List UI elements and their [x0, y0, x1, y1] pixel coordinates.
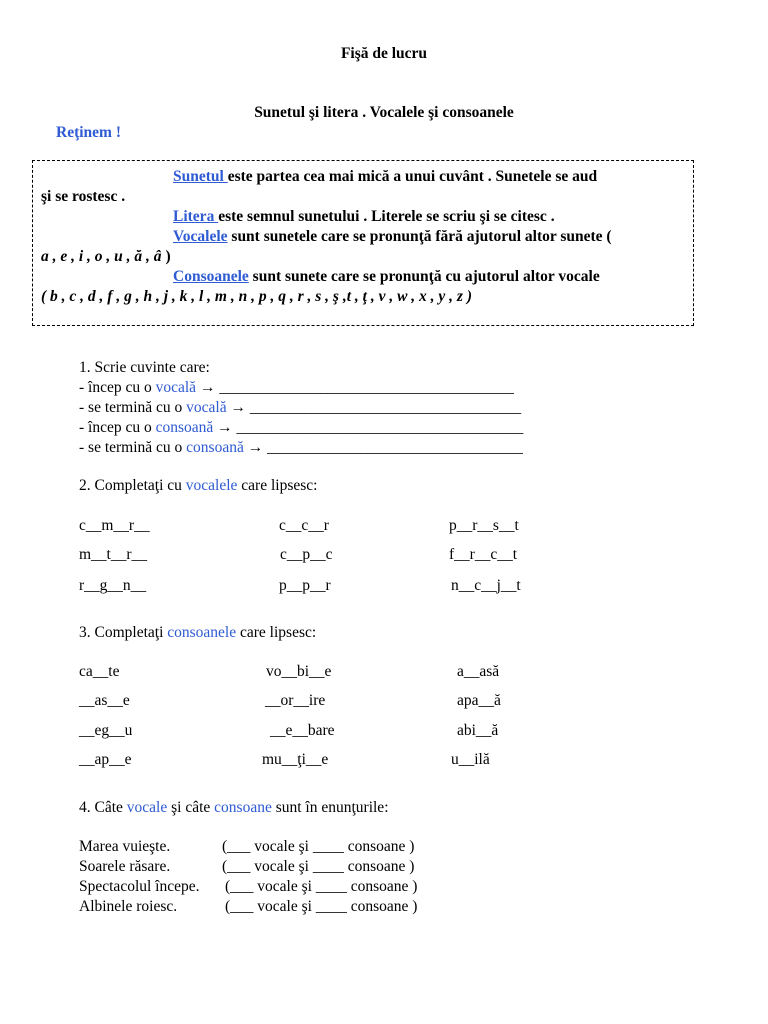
ex3-word[interactable]: __e__bare	[270, 722, 335, 739]
ex3-keyword: consoanele	[167, 624, 237, 641]
vocalele-term: Vocalele	[173, 228, 228, 245]
ex1-item-text: - se termină cu o	[79, 439, 187, 456]
ex1-heading: 1. Scrie cuvinte care:	[79, 359, 210, 376]
ex4-heading-text: 4. Câte	[79, 799, 127, 816]
ex4-answer[interactable]: (___ vocale şi ____ consoane )	[222, 838, 415, 855]
ex3-word[interactable]: a__asă	[457, 663, 500, 680]
vocale-close: )	[161, 248, 171, 265]
ex1-item	[79, 378, 514, 398]
ex3-heading-text: 3. Completaţi	[79, 624, 168, 641]
consoanele-text: sunt sunete care se pronunţă cu ajutorul altor vocale	[248, 268, 600, 285]
sunetul-definition-cont: şi se rostesc .	[41, 188, 126, 205]
ex4-sentence: Marea vuieşte.	[79, 838, 171, 855]
vocalele-text: sunt sunetele care se pronunţă fără ajutorul altor sunete (	[227, 228, 612, 245]
retinem-heading: Reţinem !	[56, 124, 121, 141]
ex1-answer-line[interactable]: → _________________________________	[243, 439, 523, 456]
ex1-answer-line[interactable]: → ______________________________________	[196, 379, 514, 396]
consoanele-term: Consoanele	[173, 268, 249, 285]
sunetul-text: este partea cea mai mică a unui cuvânt . Sunetele se aud	[227, 168, 598, 185]
vocale-list	[41, 247, 171, 267]
ex2-word[interactable]: f__r__c__t	[449, 546, 518, 563]
sunetul-term: Sunetul	[173, 168, 228, 185]
ex2-word[interactable]: n__c__j__t	[451, 577, 521, 594]
ex2-word[interactable]: p__p__r	[279, 577, 331, 594]
sunetul-definition	[173, 167, 597, 187]
ex2-heading	[79, 476, 317, 496]
ex3-heading	[79, 623, 316, 643]
ex4-keyword-vocale: vocale	[126, 799, 168, 816]
consoane-list: ( b , c , d , f , g , h , j , k , l , m , n , p , q , r , s , ş ,t , ţ , v , w , x , y , z )	[41, 288, 472, 305]
ex1-item-keyword: vocală	[186, 399, 227, 416]
litera-text: este semnul sunetului . Literele se scriu şi se citesc .	[218, 208, 555, 225]
ex2-word[interactable]: p__r__s__t	[449, 517, 519, 534]
ex3-word[interactable]: __ap__e	[79, 751, 132, 768]
ex2-word[interactable]: r__g__n__	[79, 577, 147, 594]
ex1-item	[79, 398, 521, 418]
ex1-answer-line[interactable]: → ___________________________________	[226, 399, 522, 416]
ex3-heading-text-end: care lipsesc:	[236, 624, 317, 641]
ex2-word[interactable]: m__t__r__	[79, 546, 148, 563]
page-title: Fişă de lucru	[340, 45, 428, 62]
ex1-item	[79, 438, 523, 458]
ex4-sentence: Soarele răsare.	[79, 858, 171, 875]
ex4-keyword-consoane: consoane	[214, 799, 272, 816]
definitions-box	[32, 160, 694, 326]
vocalele-definition	[173, 227, 612, 247]
ex2-word[interactable]: c__m__r__	[79, 517, 150, 534]
ex3-word[interactable]: ca__te	[79, 663, 120, 680]
ex4-sentence: Albinele roiesc.	[79, 898, 178, 915]
ex1-item-text: - încep cu o	[79, 419, 156, 436]
ex4-heading	[79, 798, 389, 818]
ex2-heading-text-end: care lipsesc:	[237, 477, 318, 494]
ex3-word[interactable]: __as__e	[79, 692, 130, 709]
consoanele-definition	[173, 267, 600, 287]
ex2-heading-text: 2. Completaţi cu	[79, 477, 186, 494]
ex1-item-keyword: vocală	[155, 379, 197, 396]
page-subtitle: Sunetul şi litera . Vocalele şi consoanele	[254, 104, 514, 121]
ex1-answer-line[interactable]: → _____________________________________	[213, 419, 524, 436]
ex4-answer[interactable]: (___ vocale şi ____ consoane )	[225, 898, 418, 915]
ex3-word[interactable]: __or__ire	[265, 692, 326, 709]
litera-definition	[173, 207, 555, 227]
vocale-letters: a , e , i , o , u , ă , â	[41, 248, 162, 265]
ex3-word[interactable]: abi__ă	[457, 722, 499, 739]
ex2-keyword: vocalele	[185, 477, 238, 494]
ex4-answer[interactable]: (___ vocale şi ____ consoane )	[222, 858, 415, 875]
ex1-item-text: - se termină cu o	[79, 399, 187, 416]
ex4-sentence: Spectacolul începe.	[79, 878, 200, 895]
ex3-word[interactable]: mu__ţi__e	[262, 751, 329, 768]
ex3-word[interactable]: apa__ă	[457, 692, 501, 709]
ex3-word[interactable]: vo__bi__e	[266, 663, 332, 680]
ex3-word[interactable]: __eg__u	[79, 722, 133, 739]
ex2-word[interactable]: c__p__c	[280, 546, 333, 563]
ex3-word[interactable]: u__ilă	[451, 751, 490, 768]
ex1-item-keyword: consoană	[155, 419, 214, 436]
litera-term: Litera	[173, 208, 219, 225]
ex1-item-text: - încep cu o	[79, 379, 156, 396]
ex1-item-keyword: consoană	[186, 439, 244, 456]
ex2-word[interactable]: c__c__r	[279, 517, 329, 534]
ex4-answer[interactable]: (___ vocale şi ____ consoane )	[225, 878, 418, 895]
ex4-heading-text-end: sunt în enunţurile:	[271, 799, 389, 816]
ex4-heading-text-mid: şi câte	[167, 799, 215, 816]
ex1-item	[79, 418, 523, 438]
